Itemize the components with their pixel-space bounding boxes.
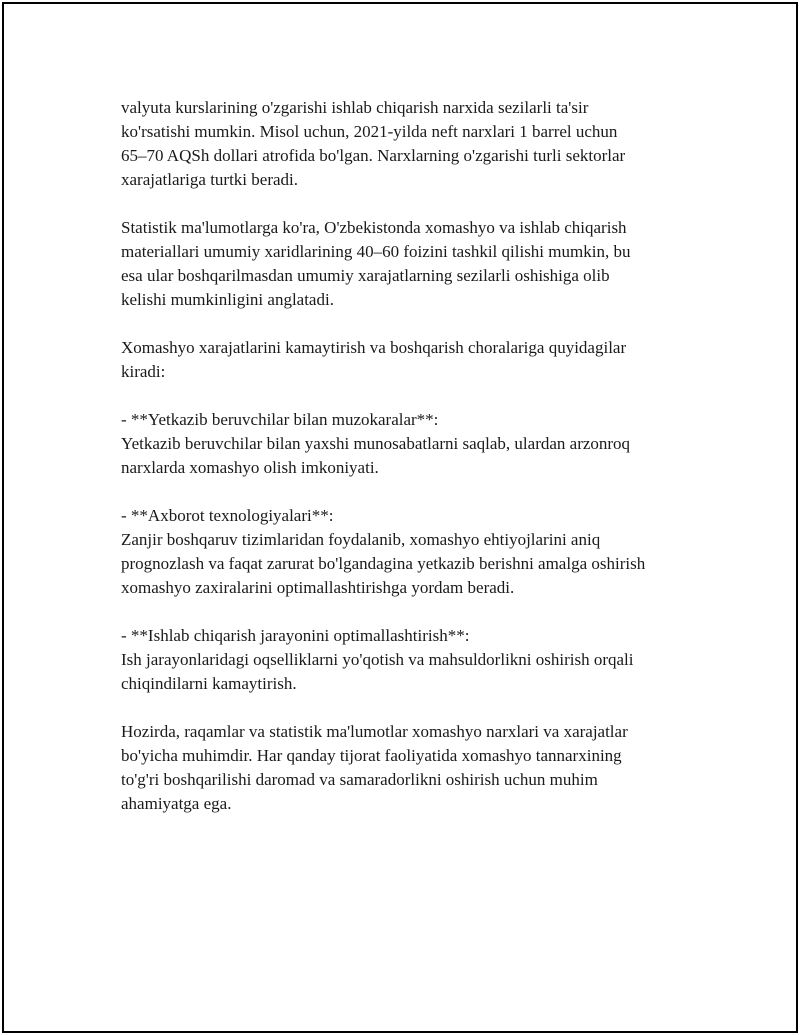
bullet-text: Ish jarayonlaridagi oqselliklarni yo'qotish va mahsuldorlikni oshirish orqali chiqindilarni kamaytirish.	[121, 650, 634, 693]
bullet-heading: - **Yetkazib beruvchilar bilan muzokaralar**:	[121, 410, 439, 429]
list-item	[121, 408, 701, 480]
paragraph-closing: Hozirda, raqamlar va statistik ma'lumotlar xomashyo narxlari va xarajatlar bo'yicha muhimdir. Har qanday tijorat faoliyatida xomashyo tannarxining to'g'ri boshqarilishi daromad va samaradorlikni oshirish uchun muhim ahamiyatga ega.	[121, 722, 628, 813]
bullet-text: Zanjir boshqaruv tizimlaridan foydalanib, xomashyo ehtiyojlarini aniq prognozlash va faqat zarurat bo'lgandagina yetkazib berishni amalga oshirish xomashyo zaxiralarini optimallashtirishga yordam beradi.	[121, 530, 646, 597]
page-frame	[2, 2, 798, 1033]
document-body	[121, 96, 701, 840]
bullet-heading: - **Ishlab chiqarish jarayonini optimallashtirish**:	[121, 626, 470, 645]
paragraph-currency-impact: valyuta kurslarining o'zgarishi ishlab chiqarish narxida sezilarli ta'sir ko'rsatishi mumkin. Misol uchun, 2021-yilda neft narxlari 1 barrel uchun 65–70 AQSh dollari atrofida bo'lgan. Narxlarning o'zgarishi turli sektorlar xarajatlariga turtki beradi.	[121, 98, 626, 189]
paragraph-measures-intro: Xomashyo xarajatlarini kamaytirish va boshqarish choralariga quyidagilar kiradi:	[121, 338, 627, 381]
bullet-heading: - **Axborot texnologiyalari**:	[121, 506, 334, 525]
list-item	[121, 624, 701, 696]
paragraph-statistics: Statistik ma'lumotlarga ko'ra, O'zbekistonda xomashyo va ishlab chiqarish materiallari umumiy xaridlarining 40–60 foizini tashkil qilishi mumkin, bu esa ular boshqarilmasdan umumiy xarajatlarning sezilarli oshishiga olib kelishi mumkinligini anglatadi.	[121, 218, 631, 309]
bullet-text: Yetkazib beruvchilar bilan yaxshi munosabatlarni saqlab, ulardan arzonroq narxlarda xomashyo olish imkoniyati.	[121, 434, 631, 477]
list-item	[121, 504, 701, 600]
